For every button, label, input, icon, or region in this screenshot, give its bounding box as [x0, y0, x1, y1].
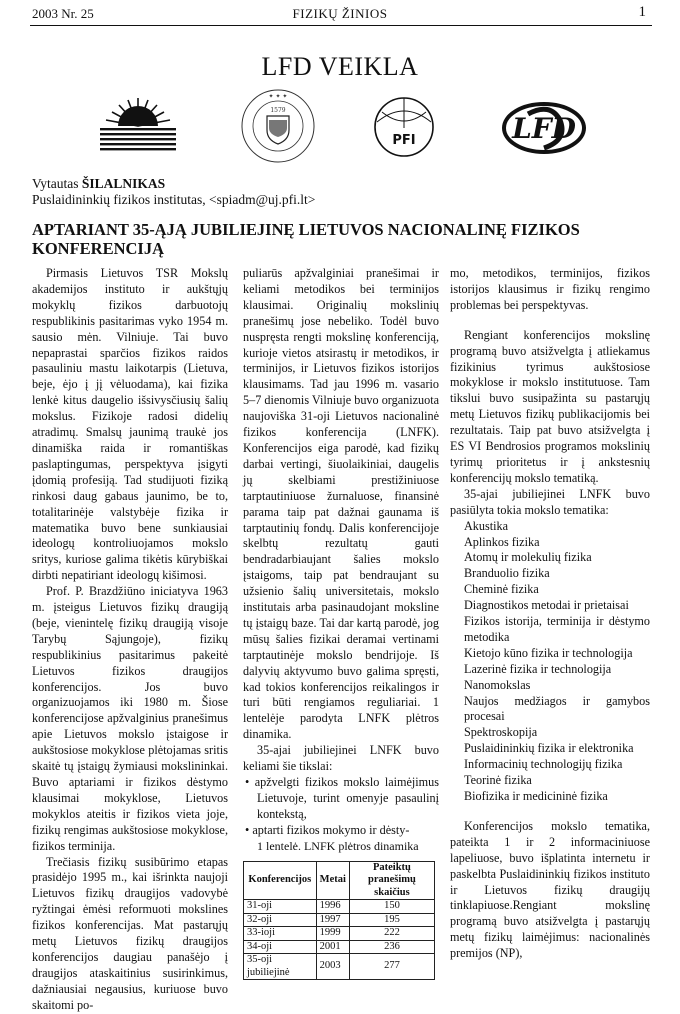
list-item: Puslaidininkių fizika ir elektronika [464, 741, 634, 756]
list-item: Diagnostikos metodai ir prietaisai [464, 598, 629, 613]
author-affiliation: Puslaidininkių fizikos institutas, <spiadm@uj.pfi.lt> [32, 192, 316, 207]
list-item: • aptarti fizikos mokymo ir dėsty- [245, 822, 410, 837]
table-row: 32-oji 1997 195 [244, 913, 435, 927]
page-number: 1 [638, 4, 646, 20]
paragraph: 35-ajai jubiliejinei LNFK buvo keliami šie tikslai: [243, 743, 439, 774]
lfd-logo-text: LFD [512, 112, 576, 145]
paragraph: Prof. P. Brazdžiūno iniciatyva 1963 m. įsteigus Lietuvos fizikų draugiją (beje, vienintelę fizikų draugiją visoje Tarybų Sąjungoje), fizikų respublikinius pasitarimus pakeitė Lietuvos fizikos draugijos konferencijos. Jos buvo organizuojamos iki 1980 m. Šiose konferencijose apžvalginius pranešimus apie Lietuvos mokslo įstaigose ir aukštosiose mokyklose plėtojamas sritis skaitė tų įstaigų žymiausi mokslininkai. Buvo aptariami ir fizikos dėstymo klausimai mokyklose, Lietuvos mokyklos ateitis ir fizikos vieta joje, fizikų rengimas aukštosiose mokyklose, fizikos terminija. [32, 584, 228, 853]
header-journal: FIZIKŲ ŽINIOS [292, 6, 388, 21]
lfd-logo-icon [498, 100, 590, 156]
table-header: Konferencijos [244, 861, 317, 900]
section-title: LFD VEIKLA [261, 52, 419, 81]
list-item: Biofizika ir medicininė fizika [464, 789, 608, 803]
header-rule [30, 25, 652, 26]
topics-list [464, 519, 650, 805]
list-item: Cheminė fizika [464, 582, 539, 597]
svg-text:✦ ✦ ✦: ✦ ✦ ✦ [268, 93, 288, 100]
author-first-name: Vytautas [32, 176, 79, 191]
list-item: Fizikos istorija, terminija ir dėstymo metodika [464, 614, 650, 644]
list-item: Informacinių technologijų fizika [464, 757, 623, 772]
table-header: Pateiktų pranešimų skaičius [349, 861, 434, 900]
pfi-logo-icon [373, 96, 435, 158]
conference-table [243, 861, 435, 981]
header-issue: 2003 Nr. 25 [32, 6, 94, 21]
author-name [32, 176, 165, 192]
table-caption: 1 lentelė. LNFK plėtros dinamika [257, 838, 419, 853]
list-item: Naujos medžiagos ir gamybos procesai [464, 693, 650, 724]
goals-list [243, 775, 439, 839]
vilnius-university-seal-icon [240, 88, 316, 164]
list-item: Branduolio fizika [464, 566, 550, 581]
paragraph: Rengiant konferencijos mokslinę programą buvo atsižvelgta į atliekamus fizikinius tyrimus aukštosiose mokyklose ir mokslo institutuose. Tam tikslui buvo susipažinta su pastarųjų metų Lietuvos fizikų publikacijomis bei rezultatais. Taip pat buvo atsižvelgta į ES VI Bendrosios programos mokslinių tyrimų prioritetus ir į ankstesnių konferencijų mokslo tematiką. [450, 327, 650, 485]
paragraph: 35-ajai jubiliejinei LNFK buvo pasiūlyta tokia mokslo tematika: [450, 486, 650, 517]
sunrise-logo-icon [100, 96, 176, 154]
table-header: Metai [316, 861, 349, 900]
list-item: • apžvelgti fizikos mokslo laimėjimus Lietuvoje, turint omenyje pasaulinį kontekstą, [245, 775, 439, 821]
paragraph: puliarūs apžvalginiai pranešimai ir keliami metodikos bei terminijos klausimai. Originalių mokslinių pranešimų jose nebeliko. Todėl buvo nuspręsta rengti mokslinę konferenciją, kurioje vietos atsirastų ir metodikos, ir terminijos, ir Lietuvos fizikos istorijos klausimams. Tad jau 1996 m. vasario 5–7 dienomis Vilniuje buvo organizuota naujoviška 31-oji Lietuvos nacionalinė fizikos konferencija (LNFK). Konferencijos eiga parodė, kad fizikų darbai vertingi, šiuolaikiniai, daugelis jų skelbiami prestižiniuose tarptautiniuose žurnaluose, finansinė parama taip pat dažnai gaunama iš tarptautinių fondų. Dalis konferencijoje skelbtų rezultatų gauti bendradarbiaujant šalies mokslo įstaigoms, taip pat bendraujant su užsienio šalių universitetais, mokslo institutais arba pasinaudojant moksline tų įstaigų baze. Tai dar kartą parodė, jog mūsų šalies fizikai deramai vertinami tarptautinėje mokslo bendrijoje. Iš dalyvių aktyvumo buvo galima spręsti, kad tokios konferencijos reikalingos ir turi būti rengiamos reguliariai. 1 lentelėje parodyta LNFK plėtros dinamika. [243, 266, 439, 742]
list-item: Akustika [464, 518, 509, 533]
author-last-name: ŠILALNIKAS [81, 176, 166, 191]
table-row: 35-oji jubiliejinė 2003 277 [244, 954, 435, 980]
list-item: Aplinkos fizika [464, 534, 540, 549]
paragraph: Pirmasis Lietuvos TSR Mokslų akademijos instituto ir aukštųjų mokyklų fizikos darbuotojų respublikinis pasitarimas vyko 1954 m. sausio mėn. Vilniuje. Tai buvo nepaprastai sparčios fizikos raidos pasauliniu mastu laikotarpis (Lietuva, beje, ėjo į jį vėluodama), kai fizika lenkė kitus daugelio išsivysčiusių šalių mokslus. Fizikoje radosi didelių atradimų. Smalsų jaunimą traukė jos dinamiška raida ir romantiškas paslaptingumas, perspektyva įsigyti įdomią profesiją. Tad studijuoti fiziką rinkosi daug gabaus jaunimo, be to, totalitarinėje valstybėje fizika ir matematika buvo bene sunkiausiai ideologų kontroliuojamos mokslo sritys, kuriose galima tikėtis kūrybiškai dirbti nepatiriant ideologų kišimosi. [32, 266, 228, 583]
table-row: 33-ioji 1999 222 [244, 927, 435, 941]
list-item: Teorinė fizika [464, 773, 532, 788]
table-row: 34-oji 2001 236 [244, 940, 435, 954]
list-item: Lazerinė fizika ir technologija [464, 661, 612, 676]
table-row: 31-oji 1996 150 [244, 900, 435, 914]
list-item: Atomų ir molekulių fizika [464, 550, 592, 565]
article-title: APTARIANT 35-ĄJĄ JUBILIEJINĘ LIETUVOS NACIONALINĘ FIZIKOS KONFERENCIJĄ [32, 220, 580, 258]
list-item: Spektroskopija [464, 725, 538, 740]
list-item: Kietojo kūno fizika ir technologija [464, 645, 633, 660]
paragraph: mo, metodikos, terminijos, fizikos istorijos klausimus ir fizikų rengimo problemas bei perspektyvas. [450, 266, 650, 312]
pfi-logo-text: PFI [392, 133, 416, 148]
paragraph: Trečiasis fizikų susibūrimo etapas prasidėjo 1995 m., kai išrinkta naujoji Lietuvos fizikų draugijos vadovybė ryžtingai ėmėsi reformuoti mokslines fizikos konferencijas. Mat pastarųjų metų Lietuvos fizikų draugijos konferencijos daugiau panašėjo į draugijos ataskaitinius susirinkimus, dažniausiai negausius, kuriuose buvo skaitomi po- [32, 854, 228, 1012]
column-2 [243, 266, 439, 980]
paragraph: Konferencijos mokslo tematika, pateikta 1 ir 2 informaciniuose lapeliuose, buvo išplatinta internetu ir paskelbta Puslaidininkių fizikos instituto ir Lietuvos fizikų draugijų tinklapiuose.Rengiant mokslinę programą buvo atsižvelgta į pastarųjų metų fizikų laimėjimus: nacionalinės premijos (NP), [450, 818, 650, 961]
svg-text:1579: 1579 [270, 107, 286, 114]
column-1 [32, 266, 228, 1014]
list-item: Nanomokslas [464, 677, 531, 692]
column-3 [450, 266, 650, 962]
